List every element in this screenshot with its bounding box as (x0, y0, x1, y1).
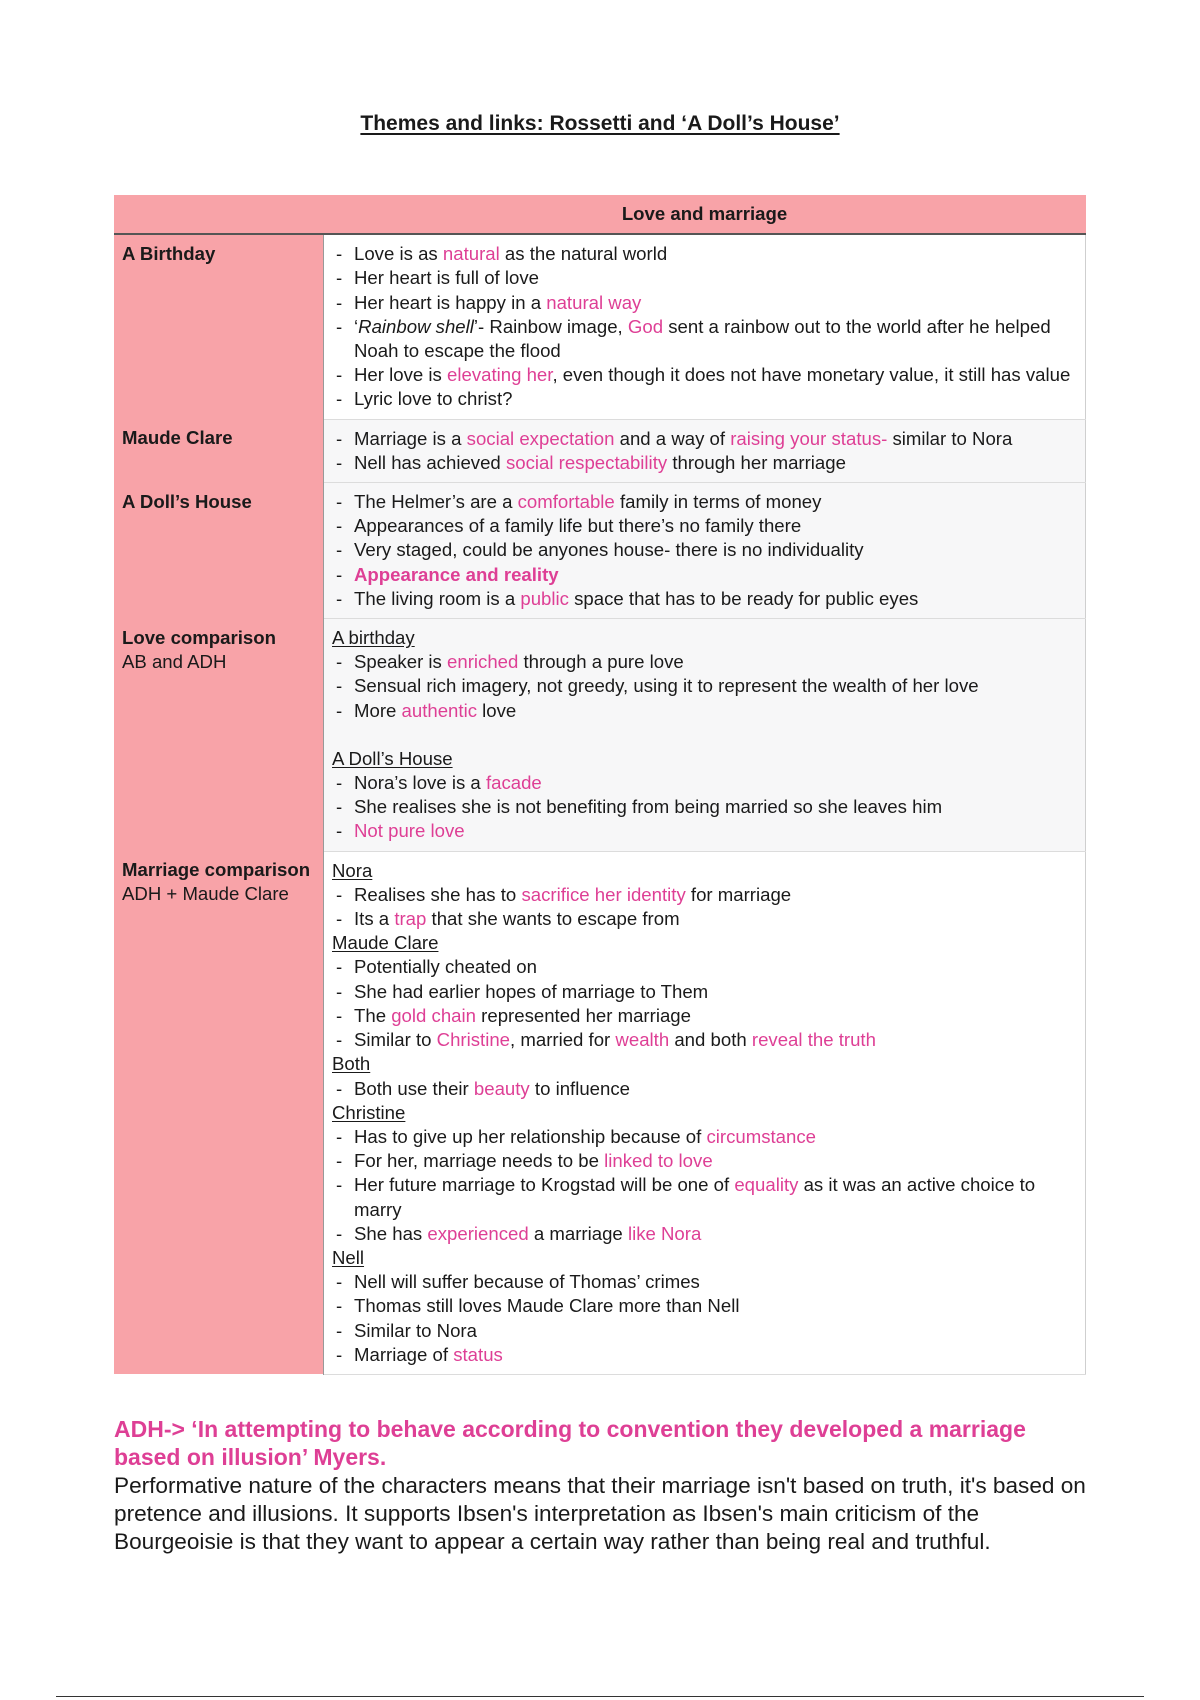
highlight-text: sacrifice her identity (521, 883, 686, 905)
highlight-text: enriched (447, 651, 519, 673)
text-segment: through a pure love (518, 651, 684, 673)
text-segment: Her heart is full of love (354, 267, 539, 289)
text-segment: represented her marriage (476, 1004, 691, 1026)
bullet-item (332, 387, 1077, 411)
group-spacer (332, 723, 1077, 747)
subgroup-heading: Christine (332, 1101, 406, 1123)
bullet-item (332, 563, 1077, 587)
bullet-list (332, 955, 1077, 1052)
bullet-item (332, 980, 1077, 1004)
bullet-item (332, 451, 1077, 475)
text-segment: Marriage of (354, 1343, 454, 1365)
highlight-text: circumstance (706, 1125, 816, 1147)
bullet-item (332, 1319, 1077, 1343)
text-segment: ’- Rainbow image, (473, 315, 628, 337)
text-segment: Similar to (354, 1029, 437, 1051)
highlight-text: authentic (401, 699, 477, 721)
bullet-item (332, 427, 1077, 451)
subgroup-heading: Both (332, 1053, 371, 1075)
bullet-item (332, 1173, 1077, 1221)
highlight-text: wealth (615, 1029, 670, 1051)
text-segment: through her marriage (667, 451, 846, 473)
row-content-love-comparison (324, 619, 1086, 852)
row-label-subtitle: AB and ADH (122, 650, 227, 672)
highlight-text: equality (734, 1174, 799, 1196)
bullet-item (332, 490, 1077, 514)
text-segment: For her, marriage needs to be (354, 1150, 605, 1172)
bullet-item (332, 1077, 1077, 1101)
text-segment: and both (669, 1029, 752, 1051)
text-segment: She has (354, 1222, 428, 1244)
text-segment: Very staged, could be anyones house- there is no individuality (354, 539, 864, 561)
row-label-subtitle: ADH + Maude Clare (122, 883, 289, 905)
row-content-a-doll-s-house (324, 483, 1086, 619)
text-segment: Nell has achieved (354, 451, 506, 473)
highlight-text: status (453, 1343, 503, 1365)
table-header-row (114, 195, 1086, 234)
subgroup-heading: A Doll’s House (332, 747, 453, 769)
row-label-maude-clare (114, 419, 324, 482)
highlight-text: raising your status- (730, 427, 888, 449)
subgroup-heading: Nell (332, 1246, 365, 1268)
text-segment: Has to give up her relationship because of (354, 1125, 707, 1147)
bullet-item (332, 883, 1077, 907)
text-segment: She had earlier hopes of marriage to Them (354, 980, 709, 1002)
bullet-item (332, 266, 1077, 290)
bottom-divider (56, 1696, 1144, 1697)
text-segment: Her heart is happy in a (354, 291, 547, 313)
column-header-love-and-marriage: Love and marriage (324, 195, 1086, 234)
text-segment: Her future marriage to Krogstad will be one of (354, 1174, 735, 1196)
text-segment: Speaker is (354, 651, 448, 673)
bullet-item (332, 315, 1077, 363)
myers-quote: ADH-> ‘In attempting to behave according to convention they developed a marriage based on illusion’ Myers. (114, 1416, 1026, 1470)
row-label-title: Love comparison (122, 626, 276, 648)
bullet-list (332, 771, 1077, 844)
table-row (114, 234, 1086, 419)
bullet-item (332, 1270, 1077, 1294)
bullet-list (332, 490, 1077, 611)
text-segment: as the natural world (499, 243, 668, 265)
bullet-item (332, 819, 1077, 843)
text-segment: Marriage is a (354, 427, 467, 449)
highlight-text: Christine (436, 1029, 511, 1051)
text-segment: Nell will suffer because of Thomas’ crimes (354, 1271, 700, 1293)
highlight-text: beauty (473, 1077, 530, 1099)
text-segment: Both use their (354, 1077, 474, 1099)
bullet-item (332, 538, 1077, 562)
highlight-text: reveal the truth (751, 1029, 876, 1051)
text-segment: The (354, 1004, 392, 1026)
highlight-text: Not pure love (354, 820, 465, 842)
bullet-item (332, 1294, 1077, 1318)
bullet-item (332, 1343, 1077, 1367)
table-row (114, 851, 1086, 1374)
highlight-text: natural (442, 243, 500, 265)
highlight-text: experienced (427, 1222, 529, 1244)
bullet-item (332, 291, 1077, 315)
header-corner-cell (114, 195, 324, 234)
text-segment: She realises she is not benefiting from being married so she leaves him (354, 796, 943, 818)
row-label-title: Maude Clare (122, 427, 233, 449)
row-label-title: A Birthday (122, 243, 216, 265)
text-segment: and a way of (614, 427, 731, 449)
text-segment: Potentially cheated on (354, 956, 537, 978)
text-segment: Sensual rich imagery, not greedy, using it to represent the wealth of her love (354, 675, 979, 697)
text-segment: as it was an active choice to marry (354, 1174, 1036, 1220)
bullet-item (332, 242, 1077, 266)
table-row (114, 483, 1086, 619)
row-label-a-doll-s-house (114, 483, 324, 619)
bullet-item (332, 1149, 1077, 1173)
bullet-list (332, 427, 1077, 475)
text-segment: for marriage (685, 883, 792, 905)
text-segment: a marriage (528, 1222, 628, 1244)
text-segment: Thomas still loves Maude Clare more than Nell (354, 1295, 740, 1317)
text-segment: Lyric love to christ? (354, 388, 513, 410)
text-segment: Its a (354, 908, 395, 930)
bullet-list (332, 883, 1077, 931)
highlight-text: Appearance and reality (354, 563, 559, 585)
text-segment: family in terms of money (614, 491, 822, 513)
bullet-list (332, 1125, 1077, 1246)
row-label-love-comparison (114, 619, 324, 852)
bullet-list (332, 650, 1077, 723)
themes-table (114, 195, 1086, 1375)
bullet-item (332, 650, 1077, 674)
table-row (114, 419, 1086, 482)
text-segment: Appearances of a family life but there’s no family there (354, 515, 802, 537)
highlight-text: social expectation (466, 427, 615, 449)
text-segment: The living room is a (354, 587, 521, 609)
analysis-paragraph: Performative nature of the characters means that their marriage isn't based on truth, it's based on pretence and illusions. It supports Ibsen's interpretation as Ibsen's main criticism of the Bourgeoisie is that they want to appear a certain way rather than being real and truthful. (114, 1473, 1086, 1554)
bullet-item (332, 514, 1077, 538)
text-segment: similar to Nora (887, 427, 1013, 449)
highlight-text: natural way (546, 291, 642, 313)
row-label-marriage-comparison (114, 851, 324, 1374)
bullet-list (332, 242, 1077, 411)
subgroup-heading: Maude Clare (332, 932, 439, 954)
highlight-text: trap (394, 908, 427, 930)
highlight-text: God (627, 315, 664, 337)
text-segment: Her love is (354, 364, 447, 386)
bullet-list (332, 1077, 1077, 1101)
bullet-list (332, 1270, 1077, 1367)
text-segment: Love is as (354, 243, 443, 265)
text-segment: Nora’s love is a (354, 772, 486, 794)
table-row (114, 619, 1086, 852)
text-segment: The Helmer’s are a (354, 491, 518, 513)
page-title: Themes and links: Rossetti and ‘A Doll’s House’ (360, 112, 840, 135)
bullet-item (332, 587, 1077, 611)
bullet-item (332, 771, 1077, 795)
bullet-item (332, 363, 1077, 387)
bullet-item (332, 955, 1077, 979)
text-segment: space that has to be ready for public eyes (568, 587, 919, 609)
row-content-marriage-comparison (324, 851, 1086, 1374)
highlight-text: elevating her (447, 364, 553, 386)
text-segment: that she wants to escape from (426, 908, 680, 930)
text-segment: sent a rainbow out to the world after he helped Noah to escape the flood (354, 315, 1051, 362)
text-segment: Rainbow shell (358, 315, 474, 337)
subgroup-heading: A birthday (332, 627, 415, 649)
row-content-maude-clare (324, 419, 1086, 482)
highlight-text: gold chain (391, 1004, 476, 1026)
highlight-text: facade (485, 772, 542, 794)
bullet-item (332, 699, 1077, 723)
text-segment: to influence (529, 1077, 631, 1099)
text-segment: , married for (510, 1029, 616, 1051)
bullet-item (332, 1222, 1077, 1246)
row-label-title: Marriage comparison (122, 859, 311, 881)
bullet-item (332, 1028, 1077, 1052)
text-segment: Similar to Nora (354, 1319, 477, 1341)
highlight-text: like Nora (627, 1222, 702, 1244)
row-label-title: A Doll’s House (122, 490, 252, 512)
text-segment: More (354, 699, 402, 721)
row-label-a-birthday (114, 234, 324, 419)
text-segment: ‘ (354, 315, 359, 337)
highlight-text: comfortable (517, 491, 615, 513)
row-content-a-birthday (324, 234, 1086, 419)
bullet-item (332, 1125, 1077, 1149)
bullet-item (332, 795, 1077, 819)
text-segment: Realises she has to (354, 883, 522, 905)
text-segment: , even though it does not have monetary value, it still has value (552, 364, 1071, 386)
bullet-item (332, 907, 1077, 931)
highlight-text: linked to love (604, 1150, 713, 1172)
highlight-text: public (520, 587, 569, 609)
subgroup-heading: Nora (332, 859, 373, 881)
bullet-item (332, 1004, 1077, 1028)
highlight-text: social respectability (505, 451, 668, 473)
text-segment: love (477, 699, 517, 721)
bullet-item (332, 674, 1077, 698)
